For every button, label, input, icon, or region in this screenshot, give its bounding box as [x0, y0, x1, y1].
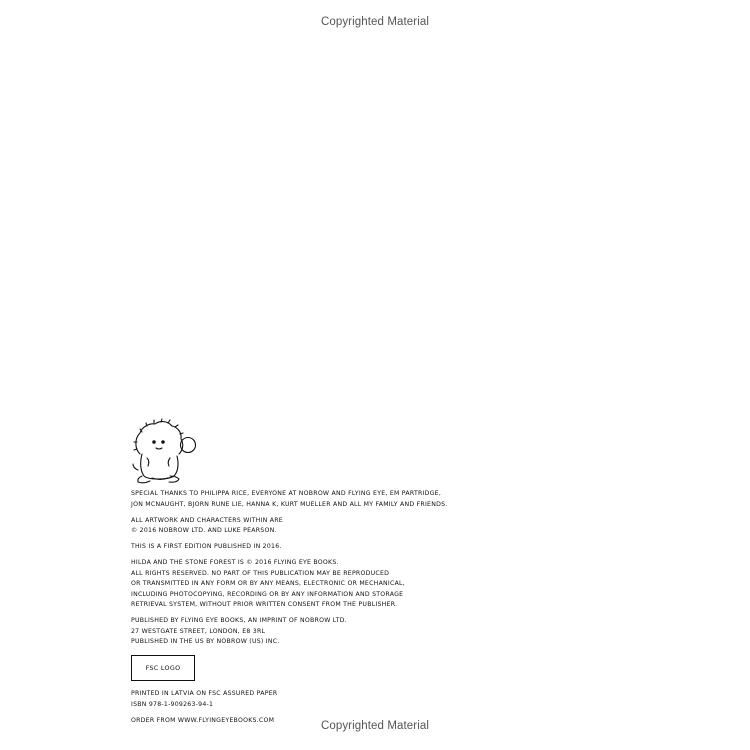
- order-link-text: ORDER FROM WWW.FLYINGEYEBOOKS.COM: [131, 716, 275, 724]
- isbn-line: ISBN 978-1-909263-94-1: [131, 700, 214, 708]
- copyright-watermark-bottom: Copyrighted Material: [320, 720, 430, 732]
- acknowledgements-line: SPECIAL THANKS TO PHILIPPA RICE, EVERYONE AT NOBROW AND FLYING EYE, EM PARTRIDGE,: [131, 490, 442, 497]
- printing-info: [131, 689, 451, 710]
- artwork-copyright-line: ALL ARTWORK AND CHARACTERS WITHIN ARE: [131, 516, 283, 524]
- colophon-block: [131, 489, 451, 732]
- publisher-info: [131, 616, 451, 648]
- rights-line: OR TRANSMITTED IN ANY FORM OR BY ANY MEANS, ELECTRONIC OR MECHANICAL,: [131, 580, 405, 587]
- copyright-watermark-top: Copyrighted Material: [320, 16, 430, 28]
- rights-line: INCLUDING PHOTOCOPYING, RECORDING OR BY ANY INFORMATION AND STORAGE: [131, 590, 404, 598]
- rights-notice: [131, 558, 451, 611]
- edition-notice: [131, 542, 451, 553]
- rights-line: ALL RIGHTS RESERVED. NO PART OF THIS PUBLICATION MAY BE REPRODUCED: [131, 569, 390, 577]
- edition-line: THIS IS A FIRST EDITION PUBLISHED IN 2016.: [131, 543, 282, 550]
- acknowledgements: [131, 489, 451, 510]
- rights-line: HILDA AND THE STONE FOREST IS © 2016 FLYING EYE BOOKS.: [131, 559, 339, 566]
- rights-line: RETRIEVAL SYSTEM, WITHOUT PRIOR WRITTEN CONSENT FROM THE PUBLISHER.: [131, 601, 398, 608]
- woffle-creature-sketch-icon: [130, 418, 196, 488]
- printing-line: PRINTED IN LATVIA ON FSC ASSURED PAPER: [131, 690, 278, 697]
- publisher-line: PUBLISHED IN THE US BY NOBROW (US) INC.: [131, 638, 280, 645]
- acknowledgements-line: JON MCNAUGHT, BJORN RUNE LIE, HANNA K, KURT MUELLER AND ALL MY FAMILY AND FRIENDS.: [131, 500, 448, 508]
- publisher-line: PUBLISHED BY FLYING EYE BOOKS, AN IMPRINT OF NOBROW LTD.: [131, 617, 347, 624]
- publisher-address: 27 WESTGATE STREET, LONDON, E8 3RL: [131, 627, 266, 635]
- artwork-copyright: [131, 516, 451, 537]
- fsc-logo-placeholder: FSC LOGO: [131, 655, 195, 681]
- artwork-copyright-line: © 2016 NOBROW LTD. AND LUKE PEARSON.: [131, 527, 277, 534]
